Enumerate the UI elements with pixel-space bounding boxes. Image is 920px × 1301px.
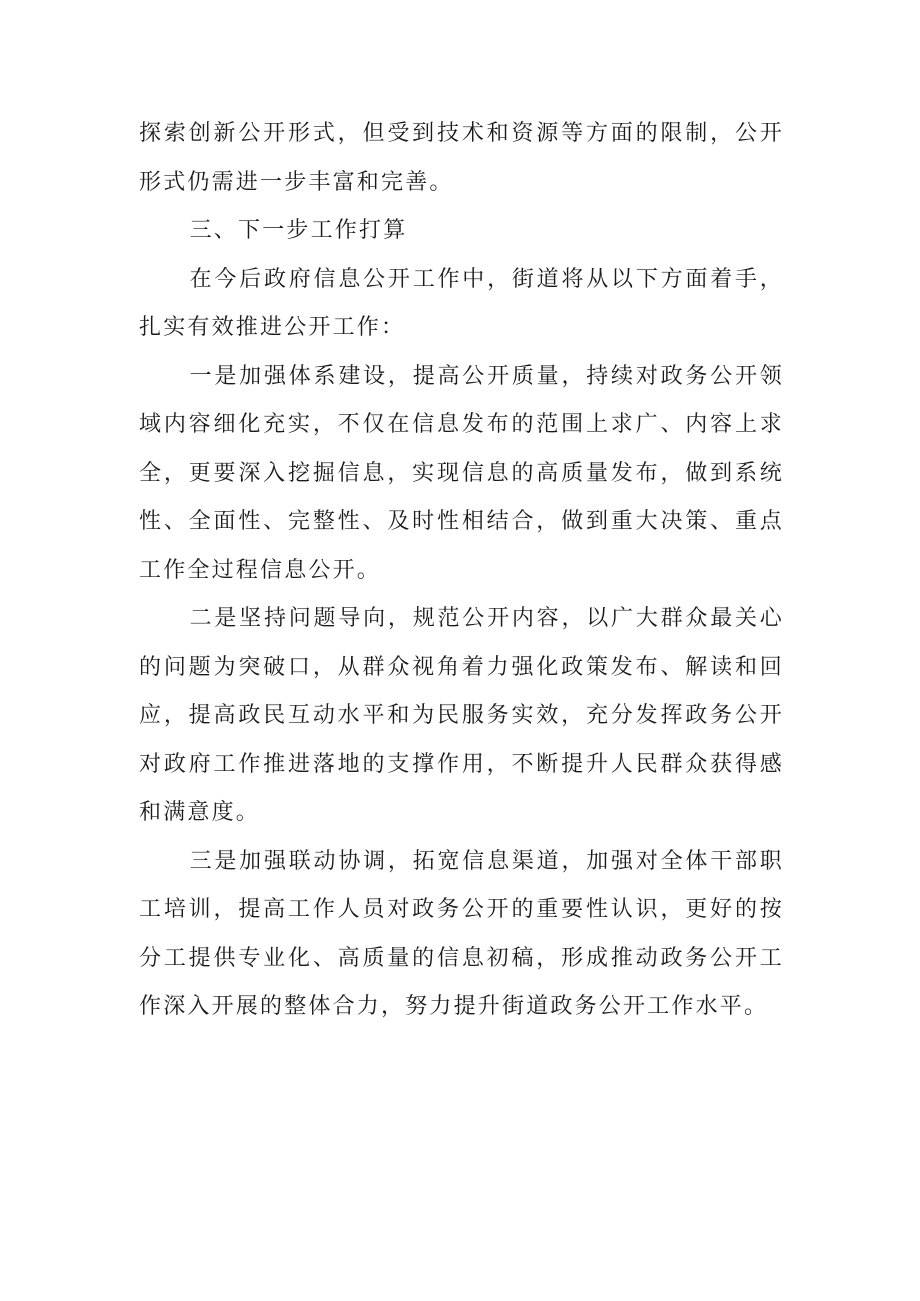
paragraph-point-three: 三是加强联动协调，拓宽信息渠道，加强对全体干部职工培训，提高工作人员对政务公开的重要性认识，更好的按分工提供专业化、高质量的信息初稿，形成推动政务公开工作深入开展的整体合力，努力提升街道政务公开工作水平。 (139, 848, 784, 1019)
section-heading-next-steps: 三、下一步工作打算 (189, 218, 408, 243)
paragraph-point-one: 一是加强体系建设，提高公开质量，持续对政务公开领域内容细化充实，不仅在信息发布的范围上求广、内容上求全，更要深入挖掘信息，实现信息的高质量发布，做到系统性、全面性、完整性、及时性相结合，做到重大决策、重点工作全过程信息公开。 (139, 363, 784, 583)
paragraph-point-two: 二是坚持问题导向，规范公开内容，以广大群众最关心的问题为突破口，从群众视角着力强化政策发布、解读和回应，提高政民互动水平和为民服务实效，充分发挥政务公开对政府工作推进落地的支撑作用，不断提升人民群众获得感和满意度。 (139, 606, 784, 825)
paragraph-intro: 在今后政府信息公开工作中，街道将从以下方面着手，扎实有效推进公开工作： (139, 266, 784, 340)
paragraph-continuation: 探索创新公开形式，但受到技术和资源等方面的限制，公开形式仍需进一步丰富和完善。 (139, 121, 784, 195)
document-body (139, 110, 784, 1032)
